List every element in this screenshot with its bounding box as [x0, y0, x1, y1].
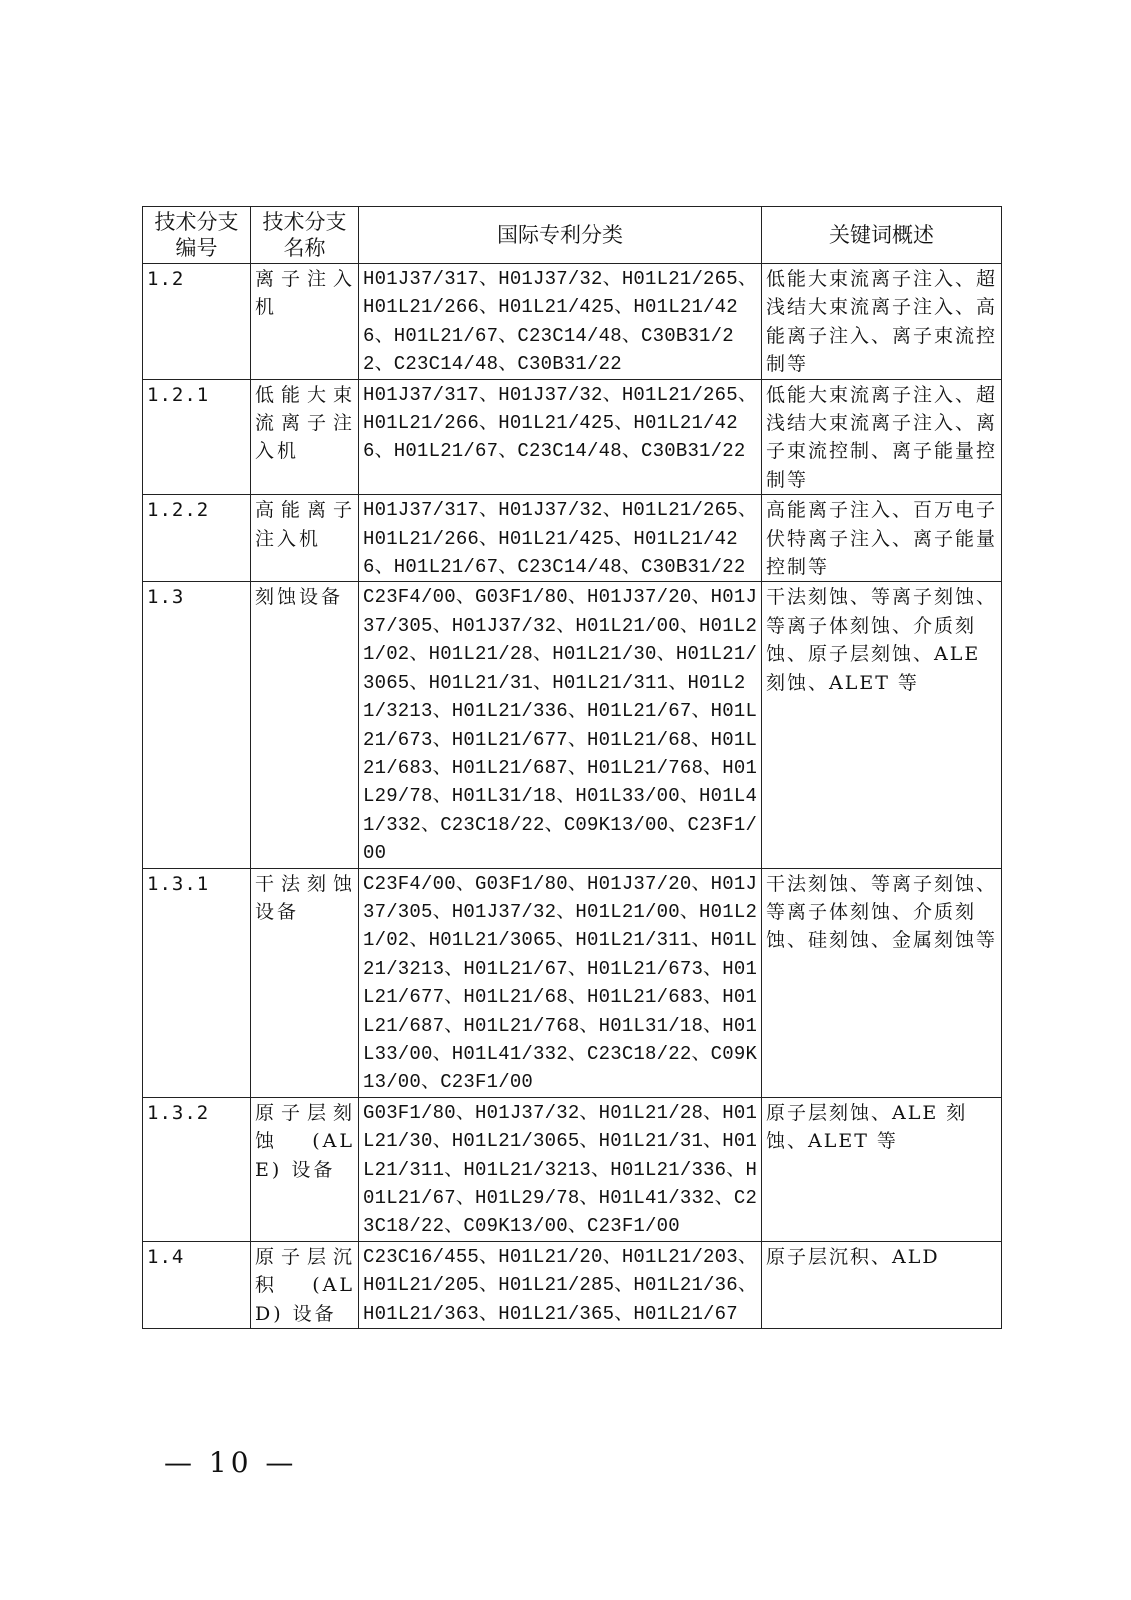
- table-row: [143, 582, 1002, 868]
- table-row: [143, 1241, 1002, 1328]
- header-ipc: 国际专利分类: [359, 207, 762, 264]
- branch-name-cell: 高能离子注入机: [251, 495, 359, 582]
- ipc-cell: H01J37/317、H01J37/32、H01L21/265、H01L21/266、H01L21/425、H01L21/426、H01L21/67、C23C14/48、C30B31/22、C23C14/48、C30B31/22: [359, 264, 762, 380]
- keywords-cell: 原子层沉积、ALD: [762, 1241, 1002, 1328]
- branch-name-cell: 低能大束流离子注入机: [251, 379, 359, 495]
- keywords-cell: 低能大束流离子注入、超浅结大束流离子注入、离子束流控制、离子能量控制等: [762, 379, 1002, 495]
- ipc-cell: C23F4/00、G03F1/80、H01J37/20、H01J37/305、H01J37/32、H01L21/00、H01L21/02、H01L21/28、H01L21/30、H01L21/3065、H01L21/31、H01L21/311、H01L21/3213、H01L21/336、H01L21/67、H01L21/673、H01L21/677、H01L21/68、H01L21/683、H01L21/687、H01L21/768、H01L29/78、H01L31/18、H01L33/00、H01L41/332、C23C18/22、C09K13/00、C23F1/00: [359, 582, 762, 868]
- keywords-cell: 原子层刻蚀、ALE 刻蚀、ALET 等: [762, 1097, 1002, 1241]
- ipc-cell: H01J37/317、H01J37/32、H01L21/265、H01L21/266、H01L21/425、H01L21/426、H01L21/67、C23C14/48、C30B31/22: [359, 495, 762, 582]
- branch-code-cell: 1.3: [143, 582, 251, 868]
- keywords-cell: 干法刻蚀、等离子刻蚀、等离子体刻蚀、介质刻蚀、原子层刻蚀、ALE 刻蚀、ALET 等: [762, 582, 1002, 868]
- ipc-cell: G03F1/80、H01J37/32、H01L21/28、H01L21/30、H01L21/3065、H01L21/31、H01L21/311、H01L21/3213、H01L21/336、H01L21/67、H01L29/78、H01L41/332、C23C18/22、C09K13/00、C23F1/00: [359, 1097, 762, 1241]
- table-header: [143, 207, 1002, 264]
- header-row: [143, 207, 1002, 264]
- branch-code-cell: 1.4: [143, 1241, 251, 1328]
- branch-code-cell: 1.3.1: [143, 868, 251, 1097]
- branch-name-cell: 干法刻蚀设备: [251, 868, 359, 1097]
- header-keywords: 关键词概述: [762, 207, 1002, 264]
- keywords-cell: 干法刻蚀、等离子刻蚀、等离子体刻蚀、介质刻蚀、硅刻蚀、金属刻蚀等: [762, 868, 1002, 1097]
- ipc-cell: C23F4/00、G03F1/80、H01J37/20、H01J37/305、H01J37/32、H01L21/00、H01L21/02、H01L21/3065、H01L21/311、H01L21/3213、H01L21/67、H01L21/673、H01L21/677、H01L21/68、H01L21/683、H01L21/687、H01L21/768、H01L31/18、H01L33/00、H01L41/332、C23C18/22、C09K13/00、C23F1/00: [359, 868, 762, 1097]
- branch-code-cell: 1.2.1: [143, 379, 251, 495]
- branch-name-cell: 离子注入机: [251, 264, 359, 380]
- keywords-cell: 低能大束流离子注入、超浅结大束流离子注入、高能离子注入、离子束流控制等: [762, 264, 1002, 380]
- table-row: [143, 264, 1002, 380]
- page-number: — 10 —: [164, 1446, 298, 1479]
- table-row: [143, 379, 1002, 495]
- header-branch-code: 技术分支编号: [143, 207, 251, 264]
- patent-classification-table: [142, 206, 1002, 1329]
- branch-code-cell: 1.3.2: [143, 1097, 251, 1241]
- table-body: [143, 264, 1002, 1329]
- header-branch-name: 技术分支名称: [251, 207, 359, 264]
- table-row: [143, 868, 1002, 1097]
- branch-code-cell: 1.2.2: [143, 495, 251, 582]
- branch-name-cell: 刻蚀设备: [251, 582, 359, 868]
- table-row: [143, 1097, 1002, 1241]
- keywords-cell: 高能离子注入、百万电子伏特离子注入、离子能量控制等: [762, 495, 1002, 582]
- ipc-cell: H01J37/317、H01J37/32、H01L21/265、H01L21/266、H01L21/425、H01L21/426、H01L21/67、C23C14/48、C30B31/22: [359, 379, 762, 495]
- table-row: [143, 495, 1002, 582]
- branch-name-cell: 原子层刻蚀 (ALE) 设备: [251, 1097, 359, 1241]
- branch-name-cell: 原子层沉积 (ALD) 设备: [251, 1241, 359, 1328]
- ipc-cell: C23C16/455、H01L21/20、H01L21/203、H01L21/205、H01L21/285、H01L21/36、H01L21/363、H01L21/365、H01L21/67: [359, 1241, 762, 1328]
- branch-code-cell: 1.2: [143, 264, 251, 380]
